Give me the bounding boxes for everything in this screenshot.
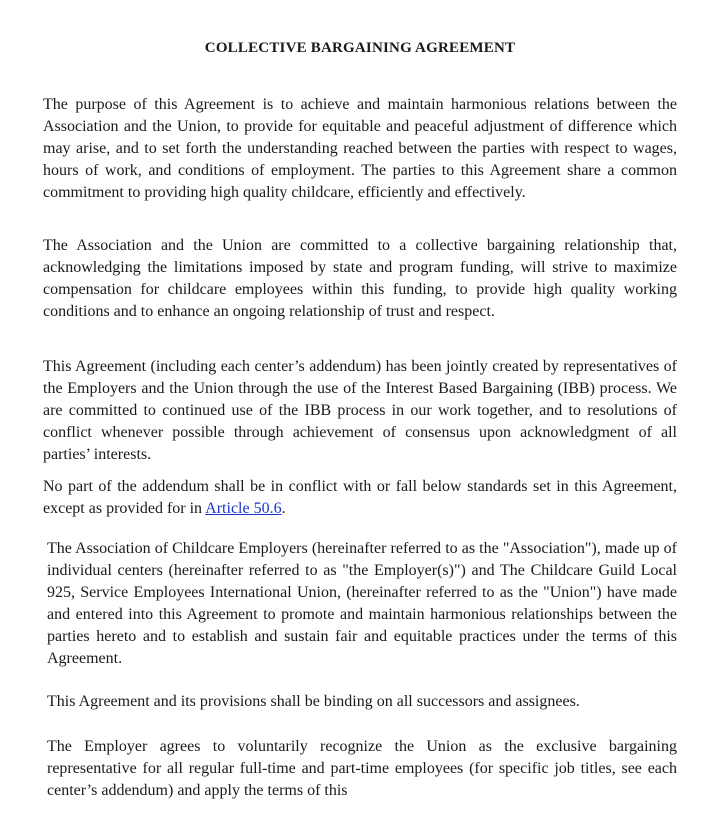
- commitment-paragraph: [43, 235, 677, 323]
- binding-paragraph: [47, 691, 677, 713]
- article-50-6-link[interactable]: Article 50.6: [205, 500, 282, 517]
- document-title: COLLECTIVE BARGAINING AGREEMENT: [204, 40, 516, 56]
- ibb-paragraph: [43, 356, 677, 466]
- association-paragraph: [47, 538, 677, 670]
- addendum-text-end: .: [281, 500, 286, 517]
- addendum-text: No part of the addendum shall be in conflict with or fall below standards set in this Agreement, except as provided for in: [43, 478, 677, 517]
- recognition-paragraph: [47, 736, 677, 802]
- paragraph-text: The Employer agrees to voluntarily recognize the Union as the exclusive bargaining representative for all regular full-time and part-time employees (for specific job titles, see each center’s addendum) and apply the terms of this: [47, 738, 677, 799]
- paragraph-text: The Association of Childcare Employers (hereinafter referred to as the "Association"), made up of individual centers (hereinafter referred to as "the Employer(s)") and The Childcare Guild Local 925, Service Employees International Union, (hereinafter referred to as the "Union") have made and entered into this Agreement to promote and maintain harmonious relationships between the parties hereto and to establish and sustain fair and equitable practices under the terms of this Agreement.: [47, 540, 677, 667]
- addendum-paragraph: [43, 476, 677, 520]
- paragraph-text: The Association and the Union are committed to a collective bargaining relationship that, acknowledging the limitations imposed by state and program funding, will strive to maximize compensation for childcare employees within this funding, to provide high quality working conditions and to enhance an ongoing relationship of trust and respect.: [43, 237, 677, 320]
- paragraph-text: This Agreement (including each center’s addendum) has been jointly created by representatives of the Employers and the Union through the use of the Interest Based Bargaining (IBB) process. We are committed to continued use of the IBB process in our work together, and to resolutions of conflict whenever possible through achievement of consensus upon acknowledgment of all parties’ interests.: [43, 358, 677, 463]
- paragraph-text: This Agreement and its provisions shall be binding on all successors and assignees.: [47, 693, 580, 710]
- paragraph-text: [43, 476, 677, 520]
- purpose-paragraph: [43, 94, 677, 204]
- paragraph-text: The purpose of this Agreement is to achieve and maintain harmonious relations between the Association and the Union, to provide for equitable and peaceful adjustment of difference which may arise, and to set forth the understanding reached between the parties with respect to wages, hours of work, and conditions of employment. The parties to this Agreement share a common commitment to providing high quality childcare, efficiently and effectively.: [43, 96, 677, 201]
